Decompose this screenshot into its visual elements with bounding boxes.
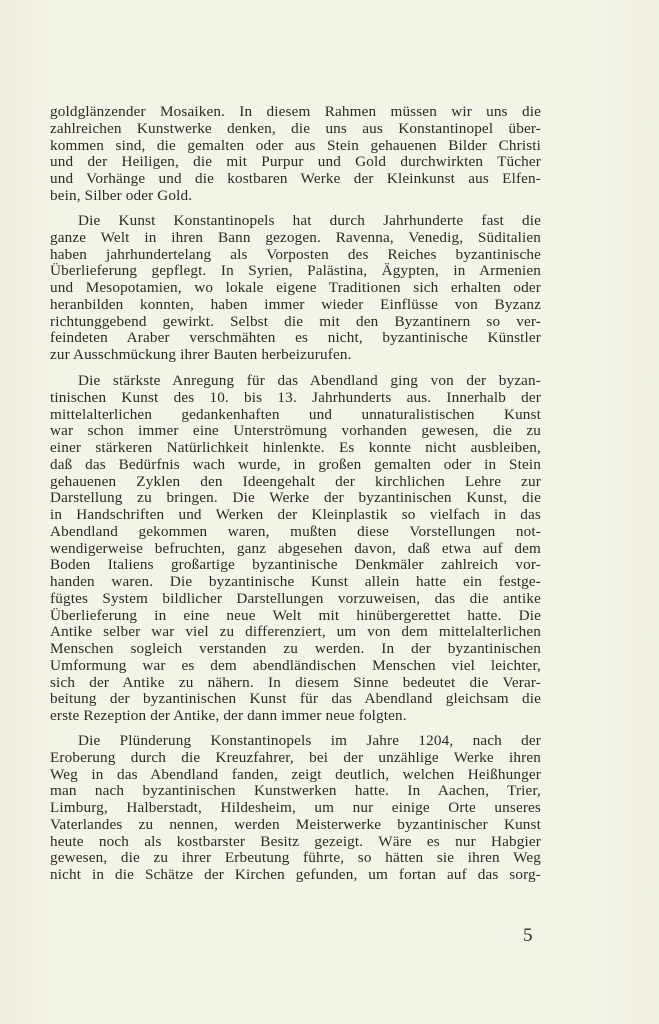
text-line: handen waren. Die byzantinische Kunst allein hatte ein festge- (50, 573, 541, 590)
text-line: tinischen Kunst des 10. bis 13. Jahrhunderts aus. Innerhalb der (50, 388, 541, 406)
text-line: Die stärkste Anregung für das Abendland ging von der byzan- (78, 372, 541, 389)
text-line: fügtes System bildlicher Darstellungen vorzuweisen, das die antike (50, 589, 541, 607)
text-line: Weg in das Abendland fanden, zeigt deutlich, welchen Heißhunger (50, 765, 541, 783)
paragraph-1 (50, 104, 541, 205)
text-line: goldglänzender Mosaiken. In diesem Rahmen müssen wir uns die (50, 103, 541, 120)
text-line: Menschen sogleich verstanden zu werden. In der byzantinischen (50, 640, 541, 657)
text-line: Überlieferung in eine neue Welt mit hinübergerettet hatte. Die (50, 606, 541, 624)
text-line: haben jahrhundertelang als Vorposten des Reiches byzantinische (50, 245, 541, 263)
text-line: zur Ausschmückung ihrer Bauten herbeizurufen. (50, 346, 352, 363)
paragraph-2 (50, 213, 541, 364)
text-line: Umformung war es dem abendländischen Menschen viel leichter, (50, 656, 541, 674)
text-line: beitung der byzantinischen Kunst für das Abendland gleichsam die (50, 690, 541, 708)
text-line: und Mesopotamien, wo lokale eigene Traditionen sich erhalten oder (50, 279, 541, 296)
text-line: daß das Bedürfnis wach wurde, in großen gemalten oder in Stein (50, 455, 541, 473)
text-line: sich der Antike zu nähern. In diesem Sinne bedeutet die Verar- (50, 673, 541, 691)
text-line: einer stärkeren Natürlichkeit hinlenkte. Es konnte nicht ausbleiben, (50, 439, 541, 456)
text-line: Eroberung durch die Kreuzfahrer, bei der unzählige Werke ihren (50, 748, 541, 766)
text-line: nicht in die Schätze der Kirchen gefunden, um fortan auf das sorg- (50, 866, 541, 883)
text-line: bein, Silber oder Gold. (50, 186, 193, 204)
text-line: wendigerweise befruchten, ganz abgesehen davon, daß etwa auf dem (50, 539, 541, 557)
text-line: Die Plünderung Konstantinopels im Jahre 1204, nach der (78, 732, 541, 749)
text-line: Darstellung zu bringen. Die Werke der byzantinischen Kunst, die (50, 489, 541, 507)
text-line: Antike selber war viel zu differenziert, um von dem mittelalterlichen (50, 623, 541, 641)
text-line: mittelalterlichen gedankenhaften und unnaturalistischen Kunst (50, 405, 541, 423)
paragraph-3 (50, 373, 541, 725)
paragraph-4 (50, 733, 541, 884)
text-line: feindeten Araber verschmähten es nicht, byzantinische Künstler (50, 329, 541, 347)
text-line: Die Kunst Konstantinopels hat durch Jahrhunderte fast die (78, 212, 541, 229)
text-line: Vaterlandes zu nennen, werden Meisterwerke byzantinischer Kunst (50, 815, 541, 833)
text-line: kommen sind, die gemalten oder aus Stein gehauenen Bilder Christi (50, 136, 541, 154)
page-number: 5 (523, 925, 533, 946)
text-line: man nach byzantinischen Kunstwerken hatte. In Aachen, Trier, (50, 782, 541, 800)
text-line: Boden Italiens großartige byzantinische Denkmäler zahlreich vor- (50, 556, 541, 574)
text-line: heranbilden konnten, haben immer wieder Einflüsse von Byzanz (50, 295, 541, 313)
text-line: ganze Welt in ihren Bann gezogen. Ravenna, Venedig, Süditalien (50, 228, 541, 246)
text-line: gehauenen Zyklen den Ideengehalt der kirchlichen Lehre zur (50, 472, 541, 490)
text-line: in Handschriften und Werken der Kleinplastik so vielfach in das (50, 506, 541, 523)
text-line: erste Rezeption der Antike, der dann immer neue folgten. (50, 707, 407, 724)
text-line: und der Heiligen, die mit Purpur und Gold durchwirkten Tücher (50, 153, 541, 171)
text-line: Limburg, Halberstadt, Hildesheim, um nur einige Orte unseres (50, 799, 541, 816)
text-line: zahlreichen Kunstwerke denken, die uns aus Konstantinopel über- (50, 119, 541, 137)
text-line: und Vorhänge und die kostbaren Werke der Kleinkunst aus Elfen- (50, 170, 541, 187)
text-line: richtunggebend gewirkt. Selbst die mit den Byzantinern so ver- (50, 312, 541, 330)
text-line: war schon immer eine Unterströmung vorhanden gewesen, die zu (50, 422, 541, 440)
text-line: gewesen, die zu ihrer Erbeutung führte, so hätten sie ihren Weg (50, 849, 541, 867)
text-line: Abendland gekommen waren, mußten diese Vorstellungen not- (50, 522, 541, 540)
text-line: heute noch als kostbarster Besitz gezeigt. Wäre es nur Habgier (50, 832, 541, 850)
text-line: Überlieferung gepflegt. In Syrien, Palästina, Ägypten, in Armenien (50, 262, 541, 280)
